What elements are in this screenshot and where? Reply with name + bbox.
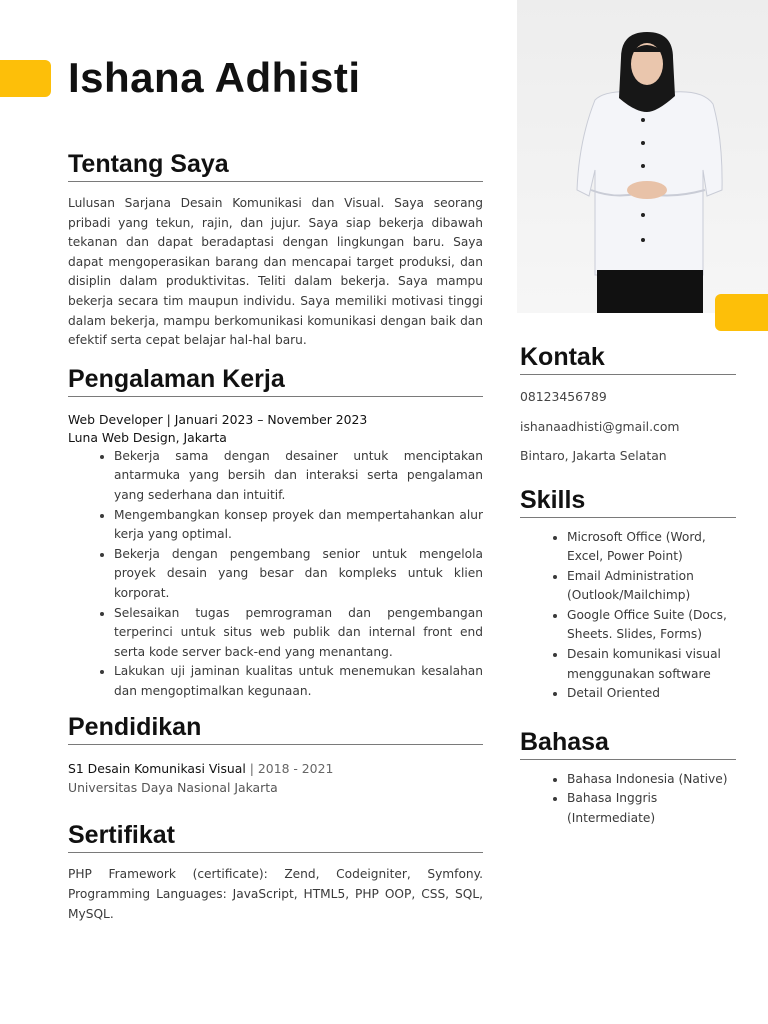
certificate-text: PHP Framework (certificate): Zend, Codeigniter, Symfony. Programming Languages: JavaScript, HTML5, PHP OOP, CSS, SQL, MySQL.	[68, 867, 483, 921]
list-item: • Email Administration (Outlook/Mailchimp)	[567, 567, 736, 606]
about-section	[68, 150, 483, 351]
list-item: • Detail Oriented	[567, 684, 736, 704]
person-illustration	[517, 0, 768, 313]
left-column	[68, 150, 483, 924]
certificate-section	[68, 821, 483, 924]
accent-bar-left	[0, 60, 51, 97]
languages-section	[520, 728, 736, 829]
list-item: • Lakukan uji jaminan kualitas untuk menemukan kesalahan dan mengoptimalkan kegunaan.	[114, 662, 483, 701]
list-item: • Microsoft Office (Word, Excel, Power Point)	[567, 528, 736, 567]
contact-phone: 08123456789	[520, 389, 607, 404]
list-item: • Bekerja dengan pengembang senior untuk mengelola proyek desain yang besar dan kompleks untuk klien korporat.	[114, 545, 483, 604]
list-item: • Google Office Suite (Docs, Sheets. Slides, Forms)	[567, 606, 736, 645]
about-heading: Tentang Saya	[68, 150, 483, 182]
job-title: Web Developer | Januari 2023 – November 2023	[68, 411, 368, 427]
list-item: • Bahasa Inggris (Intermediate)	[567, 789, 736, 828]
list-item: • Mengembangkan konsep proyek dan mempertahankan alur kerja yang optimal.	[114, 506, 483, 545]
experience-heading: Pengalaman Kerja	[68, 365, 483, 397]
contact-address: Bintaro, Jakarta Selatan	[520, 448, 667, 463]
right-column	[520, 343, 736, 829]
languages-heading: Bahasa	[520, 728, 736, 760]
education-school: Universitas Daya Nasional Jakarta	[68, 780, 278, 796]
list-item: • Bahasa Indonesia (Native)	[567, 770, 736, 790]
list-item: • Desain komunikasi visual menggunakan software	[567, 645, 736, 684]
experience-list	[68, 447, 483, 702]
education-years: 2018 - 2021	[257, 761, 334, 777]
contact-email: ishanaadhisti@gmail.com	[520, 418, 680, 434]
languages-list	[520, 770, 736, 829]
accent-bar-right	[715, 294, 768, 331]
profile-photo	[517, 0, 768, 313]
education-separator: |	[249, 761, 254, 777]
skills-heading: Skills	[520, 486, 736, 518]
list-item: • Bekerja sama dengan desainer untuk menciptakan antarmuka yang bersih dan interaksi serta pengalaman yang sederhana dan intuitif.	[114, 447, 483, 506]
contact-heading: Kontak	[520, 343, 736, 375]
education-degree: S1 Desain Komunikasi Visual	[68, 761, 246, 777]
skills-section	[520, 486, 736, 704]
candidate-name: Ishana Adhisti	[68, 54, 361, 101]
education-line	[68, 759, 483, 778]
experience-section	[68, 365, 483, 702]
contact-section	[520, 343, 736, 466]
education-section	[68, 713, 483, 797]
list-item: • Selesaikan tugas pemrograman dan pengembangan terperinci untuk situs web publik dan internal front end serta kode server back-end yang menantang.	[114, 604, 483, 663]
about-text: Lulusan Sarjana Desain Komunikasi dan Visual. Saya seorang pribadi yang tekun, rajin, dan jujur. Saya siap bekerja dibawah tekanan dan dapat beradaptasi dengan lingkungan baru. Saya dapat mengoperasikan barang dan mencapai target produksi, dan disiplin dalam produktivitas. Teliti dalam bekerja. Saya mampu bekerja secara tim maupun individu. Saya memiliki motivasi tinggi dalam bekerja, mampu berkomunikasi komunikasi dengan baik dan efektif serta cepat belajar hal-hal baru.	[68, 196, 483, 348]
skills-list	[520, 528, 736, 704]
certificate-heading: Sertifikat	[68, 821, 483, 853]
job-company: Luna Web Design, Jakarta	[68, 429, 227, 445]
education-heading: Pendidikan	[68, 713, 483, 745]
